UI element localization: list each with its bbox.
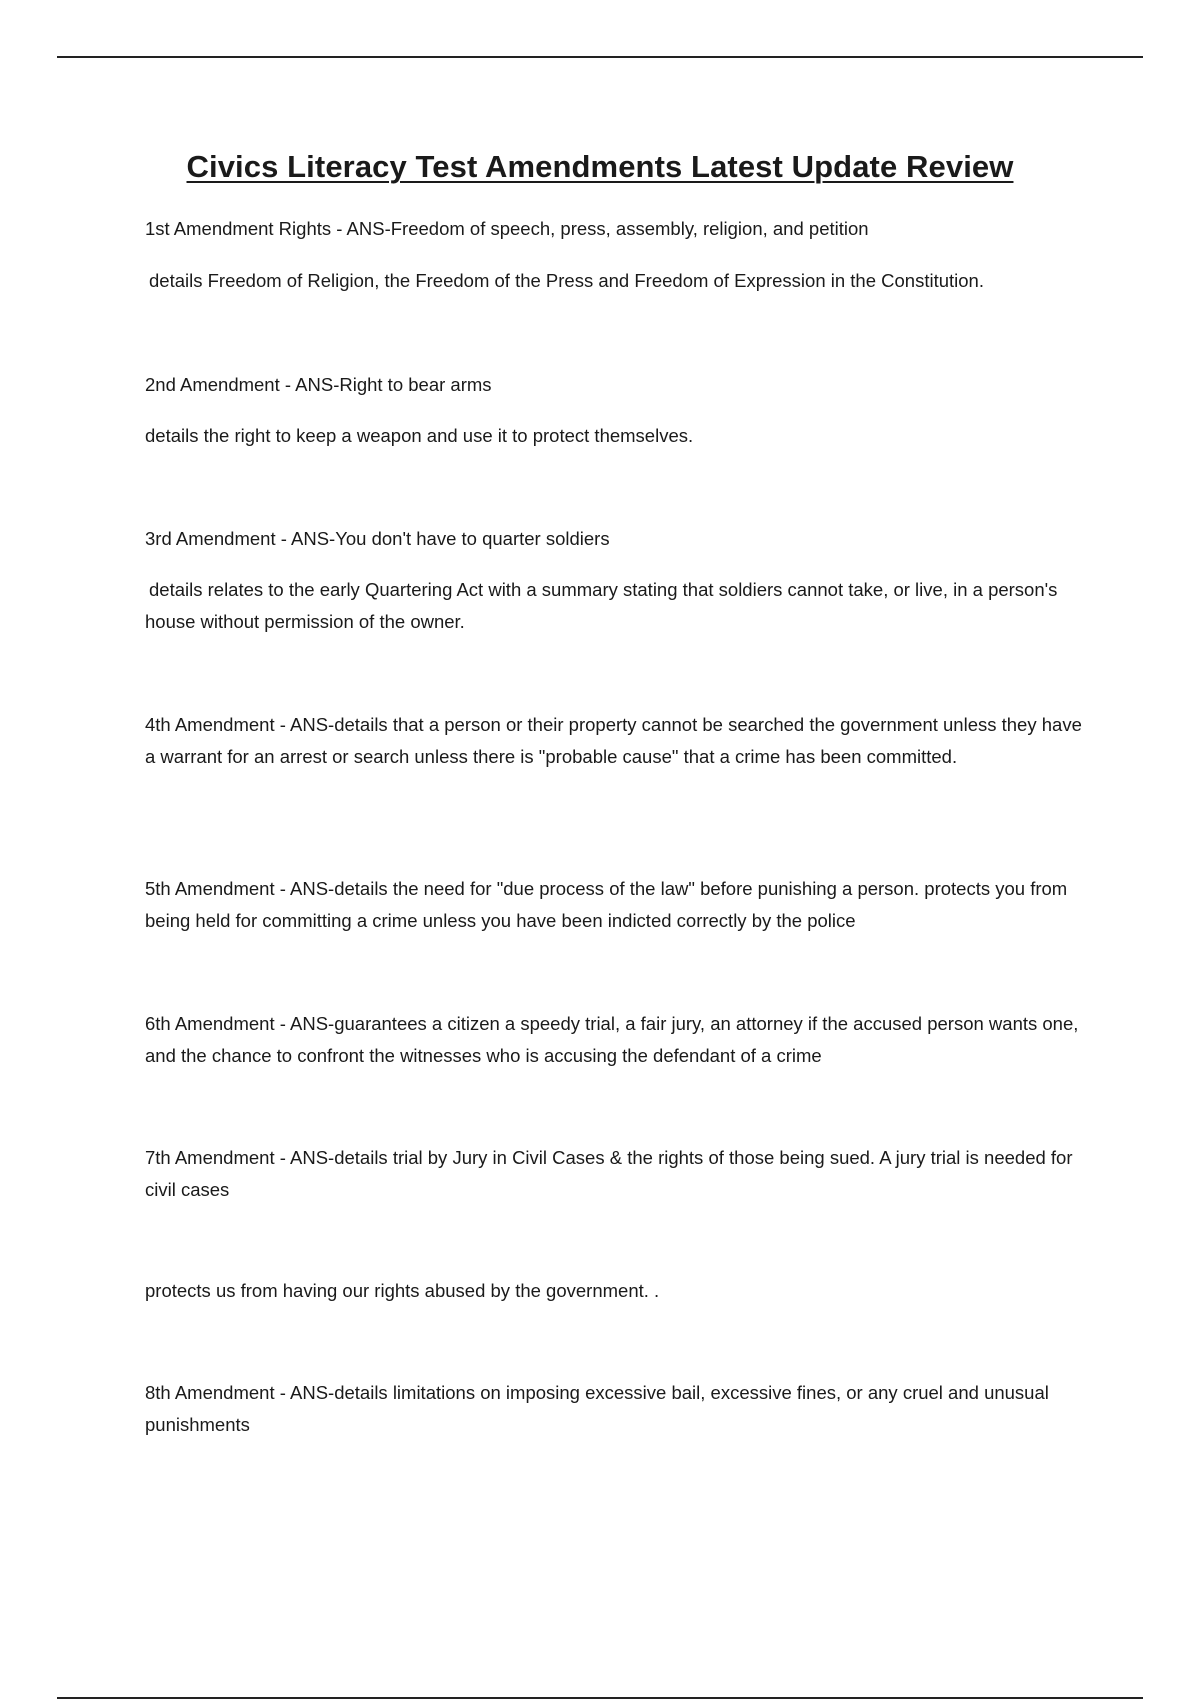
paragraph-3rd-amendment: 3rd Amendment - ANS-You don't have to quarter soldiers: [145, 528, 610, 549]
paragraph-1st-amendment-details: details Freedom of Religion, the Freedom of the Press and Freedom of Expression in the Constitution.: [149, 270, 984, 291]
paragraph-2nd-amendment: 2nd Amendment - ANS-Right to bear arms: [145, 374, 492, 395]
paragraph-7th-amendment: 7th Amendment - ANS-details trial by Jury in Civil Cases & the rights of those being sued. A jury trial is needed for civil cases: [145, 1147, 1073, 1200]
paragraph-8th-amendment: 8th Amendment - ANS-details limitations on imposing excessive bail, excessive fines, or any cruel and unusual punishments: [145, 1382, 1049, 1435]
paragraph-2nd-amendment-details: details the right to keep a weapon and use it to protect themselves.: [145, 425, 694, 446]
paragraph-3rd-amendment-details: details relates to the early Quartering Act with a summary stating that soldiers cannot take, or live, in a person's house without permission of the owner.: [145, 579, 1058, 632]
document-title: Civics Literacy Test Amendments Latest Update Review: [186, 149, 1014, 184]
paragraph-7th-amendment-details: protects us from having our rights abused by the government. .: [145, 1280, 660, 1301]
footer-rule: [57, 1697, 1143, 1699]
paragraph-4th-amendment: 4th Amendment - ANS-details that a person or their property cannot be searched the government unless they have a warrant for an arrest or search unless there is "probable cause" that a crime has been committed.: [145, 714, 1082, 767]
paragraph-1st-amendment: 1st Amendment Rights - ANS-Freedom of speech, press, assembly, religion, and petition: [145, 218, 869, 239]
paragraph-6th-amendment: 6th Amendment - ANS-guarantees a citizen a speedy trial, a fair jury, an attorney if the accused person wants one, and the chance to confront the witnesses who is accusing the defendant of a crime: [145, 1013, 1079, 1066]
header-rule: [57, 56, 1143, 58]
paragraph-5th-amendment: 5th Amendment - ANS-details the need for "due process of the law" before punishing a person. protects you from being held for committing a crime unless you have been indicted correctly by the police: [145, 878, 1068, 931]
